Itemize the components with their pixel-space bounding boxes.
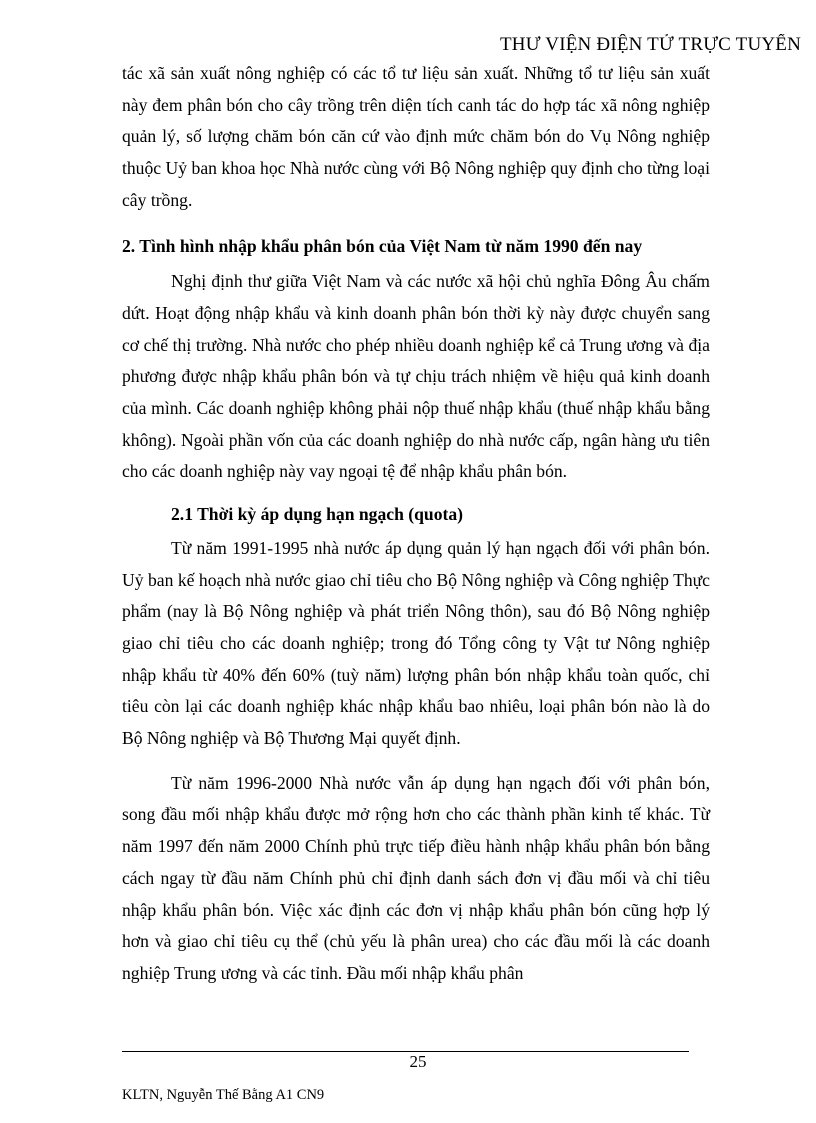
footer-note: KLTN, Nguyễn Thế Bằng A1 CN9 xyxy=(122,1087,325,1103)
page-number: 25 xyxy=(409,1052,427,1071)
subsection-heading-2-1: 2.1 Thời kỳ áp dụng hạn ngạch (quota) xyxy=(171,504,464,525)
paragraph-quota-1991-1995: Từ năm 1991-1995 nhà nước áp dụng quản lý hạn ngạch đối với phân bón. Uỷ ban kế hoạch nhà nước giao chỉ tiêu cho Bộ Nông nghiệp và Công nghiệp Thực phẩm (nay là Bộ Nông nghiệp và phát triển Nông thôn), sau đó Bộ Nông nghiệp giao chỉ tiêu cho các doanh nghiệp; trong đó Tổng công ty Vật tư Nông nghiệp nhập khẩu từ 40% đến 60% (tuỳ năm) lượng phân bón nhập khẩu toàn quốc, chỉ tiêu còn lại các doanh nghiệp khác nhập khẩu bao nhiêu, loại phân bón nào là do Bộ Nông nghiệp và Bộ Thương Mại quyết định. xyxy=(122,537,710,749)
section-heading-2: 2. Tình hình nhập khẩu phân bón của Việt Nam từ năm 1990 đến nay xyxy=(122,235,643,256)
paragraph-continued: tác xã sản xuất nông nghiệp có các tổ tư liệu sản xuất. Những tổ tư liệu sản xuất này đem phân bón cho cây trồng trên diện tích canh tác do hợp tác xã nông nghiệp quản lý, số lượng chăm bón căn cứ vào định mức chăm bón do Vụ Nông nghiệp thuộc Uỷ ban khoa học Nhà nước cùng với Bộ Nông nghiệp quy định cho từng loại cây trồng. xyxy=(122,63,710,210)
header-watermark: THƯ VIỆN ĐIỆN TỬ TRỰC TUYẾN xyxy=(500,34,802,55)
page-body xyxy=(122,58,710,990)
paragraph-protocol: Nghị định thư giữa Việt Nam và các nước xã hội chủ nghĩa Đông Âu chấm dứt. Hoạt động nhập khẩu và kinh doanh phân bón thời kỳ này được chuyển sang cơ chế thị trường. Nhà nước cho phép nhiều doanh nghiệp kể cả Trung ương và địa phương được nhập khẩu phân bón và tự chịu trách nhiệm về hiệu quả kinh doanh của mình. Các doanh nghiệp không phải nộp thuế nhập khẩu (thuế nhập khẩu bằng không). Ngoài phần vốn của các doanh nghiệp do nhà nước cấp, ngân hàng ưu tiên cho các doanh nghiệp này vay ngoại tệ để nhập khẩu phân bón. xyxy=(122,271,710,482)
paragraph-quota-1996-2000: Từ năm 1996-2000 Nhà nước vẫn áp dụng hạn ngạch đối với phân bón, song đầu mối nhập khẩu được mở rộng hơn cho các thành phần kinh tế khác. Từ năm 1997 đến năm 2000 Chính phủ trực tiếp điều hành nhập khẩu phân bón bằng cách ngay từ đầu năm Chính phủ chỉ định danh sách đơn vị đầu mối và chỉ tiêu nhập khẩu phân bón. Việc xác định các đơn vị nhập khẩu phân bón cũng hợp lý hơn và giao chỉ tiêu cụ thể (chủ yếu là phân urea) cho các đầu mối là các doanh nghiệp Trung ương và các tỉnh. Đầu mối nhập khẩu phân xyxy=(122,772,710,983)
